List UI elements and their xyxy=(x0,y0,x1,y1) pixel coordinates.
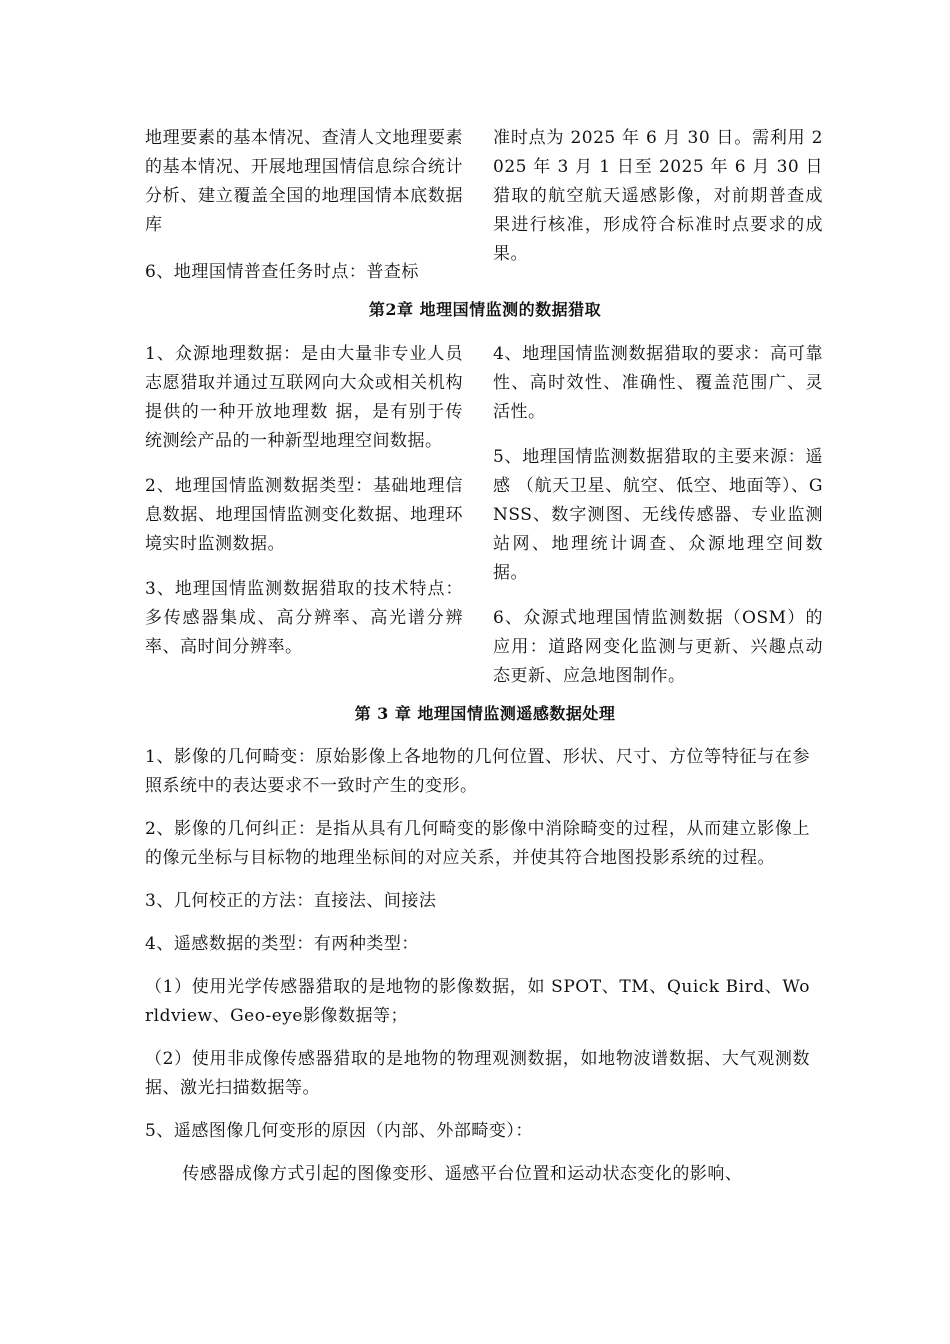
chapter-3-body xyxy=(145,743,810,1189)
paragraph: 3、几何校正的方法：直接法、间接法 xyxy=(145,891,437,911)
paragraph: 5、地理国情监测数据猎取的主要来源：遥感 （航天卫星、航空、低空、地面等）、GNSS、数字测图、无线传感器、专业监测站网、地理统计调查、众源地理空间数据。 xyxy=(493,447,823,583)
paragraph: （2）使用非成像传感器猎取的是地物的物理观测数据，如地物波谱数据、大气观测数据、激光扫描数据等。 xyxy=(145,1049,810,1098)
paragraph: 4、地理国情监测数据猎取的要求：高可靠性、高时效性、准确性、覆盖范围广、灵活性。 xyxy=(493,344,823,422)
paragraph: 2、影像的几何纠正：是指从具有几何畸变的影像中消除畸变的过程，从而建立影像上的像元坐标与目标物的地理坐标间的对应关系，并使其符合地图投影系统的过程。 xyxy=(145,819,810,868)
chapter-2-right-column xyxy=(493,340,823,691)
paragraph: 准时点为 2025 年 6 月 30 日。需利用 2025 年 3 月 1 日至 2025 年 6 月 30 日猎取的航空航天遥感影像，对前期普查成果进行核准，形成符合标准时点要求的成果。 xyxy=(493,128,823,264)
chapter-2-left-column xyxy=(145,340,463,662)
paragraph: 6、地理国情普查任务时点：普查标 xyxy=(145,262,419,282)
paragraph: 地理要素的基本情况、查清人文地理要素的基本情况、开展地理国情信息综合统计分析、建立覆盖全国的地理国情本底数据库 xyxy=(145,128,463,235)
chapter-2-heading: 第2章 地理国情监测的数据猎取 xyxy=(368,300,602,319)
paragraph: 4、遥感数据的类型：有两种类型： xyxy=(145,934,419,954)
paragraph: 2、地理国情监测数据类型：基础地理信息数据、地理国情监测变化数据、地理环境实时监测数据。 xyxy=(145,476,463,554)
top-right-column xyxy=(493,124,823,269)
paragraph: （1）使用光学传感器猎取的是地物的影像数据，如 SPOT、TM、Quick Bird、Worldview、Geo-eye影像数据等； xyxy=(145,977,810,1026)
chapter-3-heading: 第 3 章 地理国情监测遥感数据处理 xyxy=(354,704,616,723)
paragraph: 5、遥感图像几何变形的原因（内部、外部畸变）： xyxy=(145,1121,533,1141)
paragraph: 传感器成像方式引起的图像变形、遥感平台位置和运动状态变化的影响、 xyxy=(182,1164,743,1184)
paragraph: 6、众源式地理国情监测数据（OSM）的应用：道路网变化监测与更新、兴趣点动态更新、应急地图制作。 xyxy=(493,608,823,686)
top-left-column xyxy=(145,124,463,287)
paragraph: 3、地理国情监测数据猎取的技术特点：多传感器集成、高分辨率、高光谱分辨率、高时间分辨率。 xyxy=(145,579,463,657)
paragraph: 1、影像的几何畸变：原始影像上各地物的几何位置、形状、尺寸、方位等特征与在参照系统中的表达要求不一致时产生的变形。 xyxy=(145,747,810,796)
paragraph: 1、众源地理数据：是由大量非专业人员志愿猎取并通过互联网向大众或相关机构提供的一种开放地理数 据，是有别于传统测绘产品的一种新型地理空间数据。 xyxy=(145,344,463,451)
